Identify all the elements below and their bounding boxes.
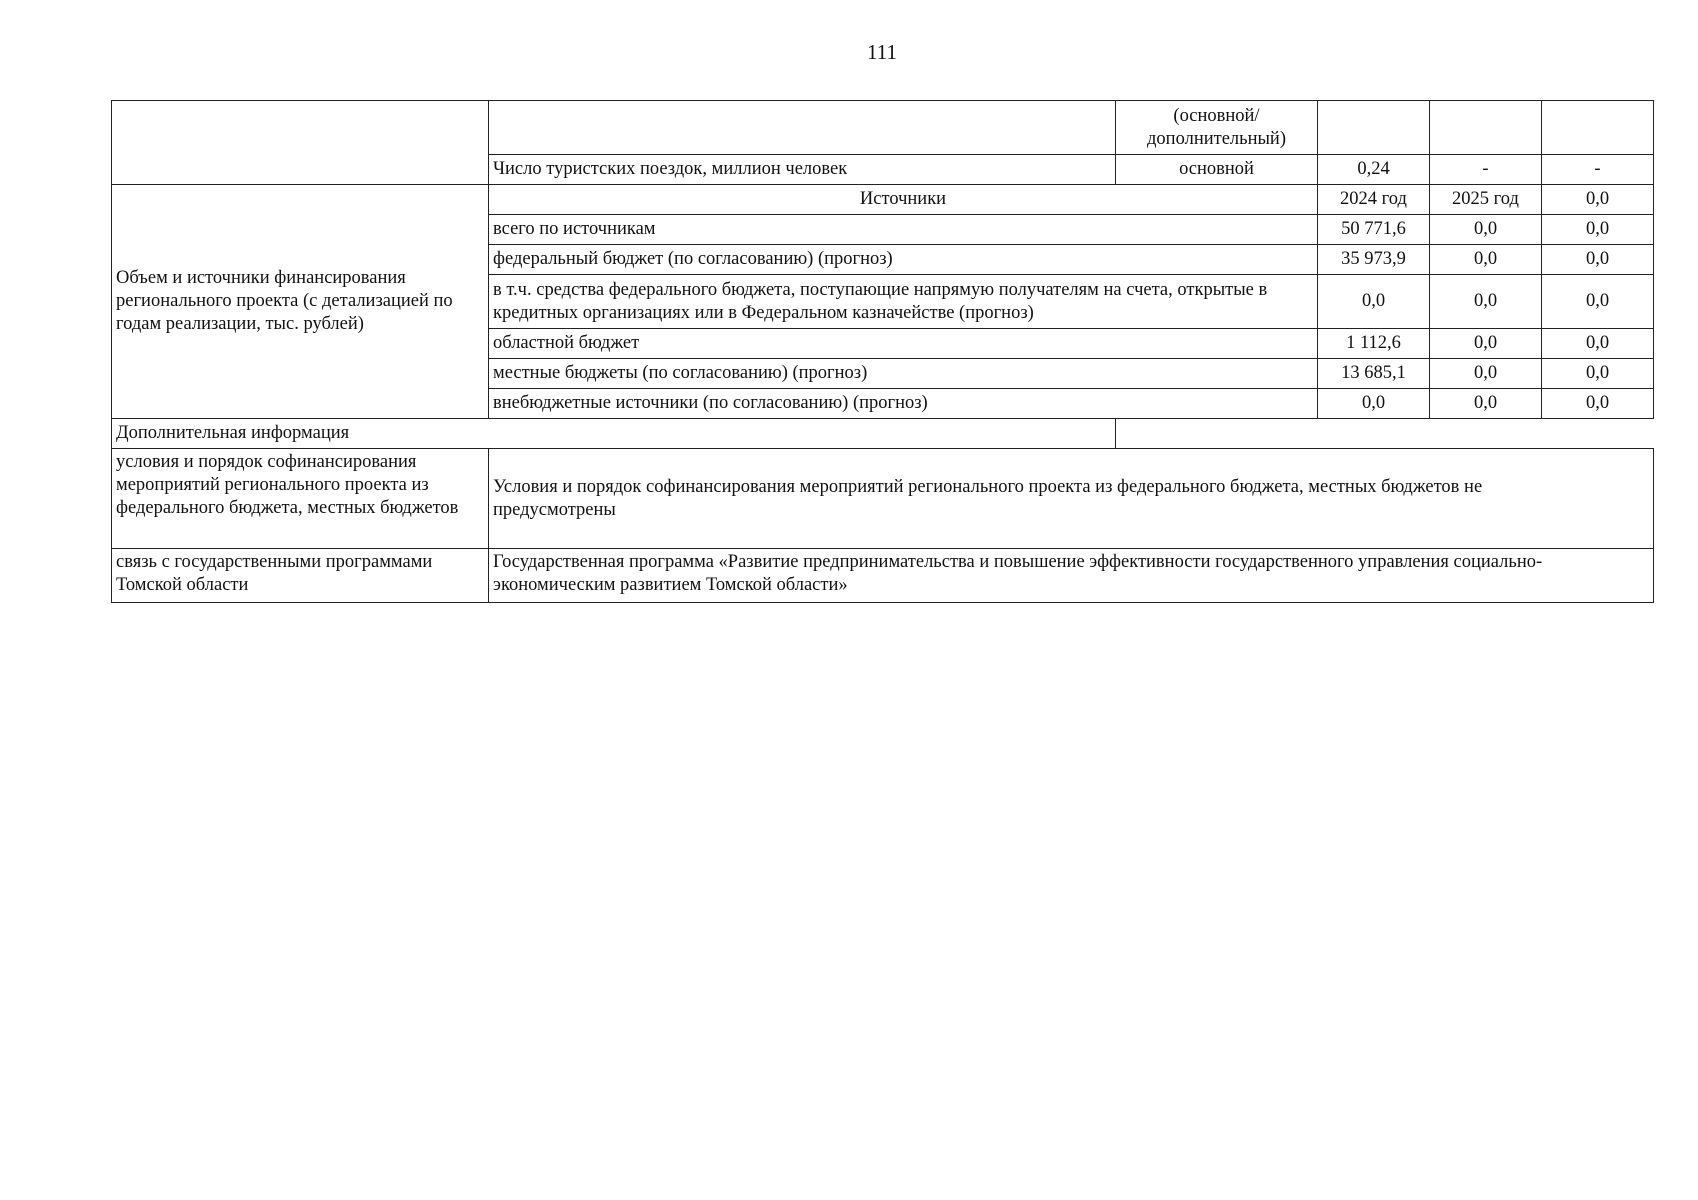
year-2024-header: 2024 год (1318, 185, 1430, 215)
value-2024: 35 973,9 (1318, 245, 1430, 275)
source-name: внебюджетные источники (по согласованию) (прогноз) (489, 389, 1318, 419)
value-2025: 0,0 (1430, 245, 1542, 275)
empty-header-cell (1542, 101, 1654, 155)
project-passport-table (111, 100, 1654, 603)
value-2025: 0,0 (1430, 329, 1542, 359)
value-2024: 0,0 (1318, 275, 1430, 329)
indicator-value-2025: - (1430, 155, 1542, 185)
indicator-type: основной (1116, 155, 1318, 185)
value-extra: 0,0 (1542, 215, 1654, 245)
financing-header-row (112, 185, 1654, 215)
cofinancing-row (112, 449, 1654, 549)
value-2024: 0,0 (1318, 389, 1430, 419)
indicator-value-extra: - (1542, 155, 1654, 185)
source-name (489, 275, 1318, 329)
indicator-name: Число туристских поездок, миллион человек (489, 155, 1116, 185)
cofinancing-label: условия и порядок софинансирования мероприятий регионального проекта из федерального бюджета, местных бюджетов (112, 449, 489, 549)
source-name: местные бюджеты (по согласованию) (прогноз) (489, 359, 1318, 389)
empty-header-cell (1318, 101, 1430, 155)
empty-header-cell (489, 101, 1116, 155)
value-2024: 1 112,6 (1318, 329, 1430, 359)
source-name: всего по источникам (489, 215, 1318, 245)
value-2025: 0,0 (1430, 215, 1542, 245)
programs-row (112, 549, 1654, 603)
cofinancing-text (489, 449, 1654, 549)
additional-info-title: Дополнительная информация (112, 419, 1116, 449)
year-2025-header: 2025 год (1430, 185, 1542, 215)
value-2025: 0,0 (1430, 389, 1542, 419)
cofinancing-text-body: Условия и порядок софинансирования мероприятий регионального проекта из федерального бюджета, местных бюджетов не предусмотрены (493, 476, 1483, 520)
extra-header: 0,0 (1542, 185, 1654, 215)
indicator-type-header: (основной/ дополнительный) (1116, 101, 1318, 155)
page-number: 111 (867, 40, 897, 64)
value-2024: 13 685,1 (1318, 359, 1430, 389)
empty-cell (1116, 419, 1654, 449)
additional-info-row (112, 419, 1654, 449)
value-extra: 0,0 (1542, 389, 1654, 419)
source-name-text: в т.ч. средства федерального бюджета, поступающие напрямую получателям на счета, открытые в кредитных организациях или в Федеральном казначействе (прогноз) (493, 279, 1268, 323)
value-2025: 0,0 (1430, 275, 1542, 329)
value-extra: 0,0 (1542, 359, 1654, 389)
indicator-value-2024: 0,24 (1318, 155, 1430, 185)
source-name: областной бюджет (489, 329, 1318, 359)
programs-text: Государственная программа «Развитие предпринимательства и повышение эффективности государственного управления социально-экономическим развитием Томской области» (489, 549, 1654, 603)
financing-label: Объем и источники финансирования регионального проекта (с детализацией по годам реализации, тыс. рублей) (112, 185, 489, 419)
indicator-header-row (112, 101, 1654, 155)
value-extra: 0,0 (1542, 275, 1654, 329)
value-2024: 50 771,6 (1318, 215, 1430, 245)
empty-label-cell (112, 101, 489, 185)
programs-label: связь с государственными программами Томской области (112, 549, 489, 603)
empty-header-cell (1430, 101, 1542, 155)
value-extra: 0,0 (1542, 329, 1654, 359)
value-2025: 0,0 (1430, 359, 1542, 389)
value-extra: 0,0 (1542, 245, 1654, 275)
source-name: федеральный бюджет (по согласованию) (прогноз) (489, 245, 1318, 275)
sources-header: Источники (489, 185, 1318, 215)
